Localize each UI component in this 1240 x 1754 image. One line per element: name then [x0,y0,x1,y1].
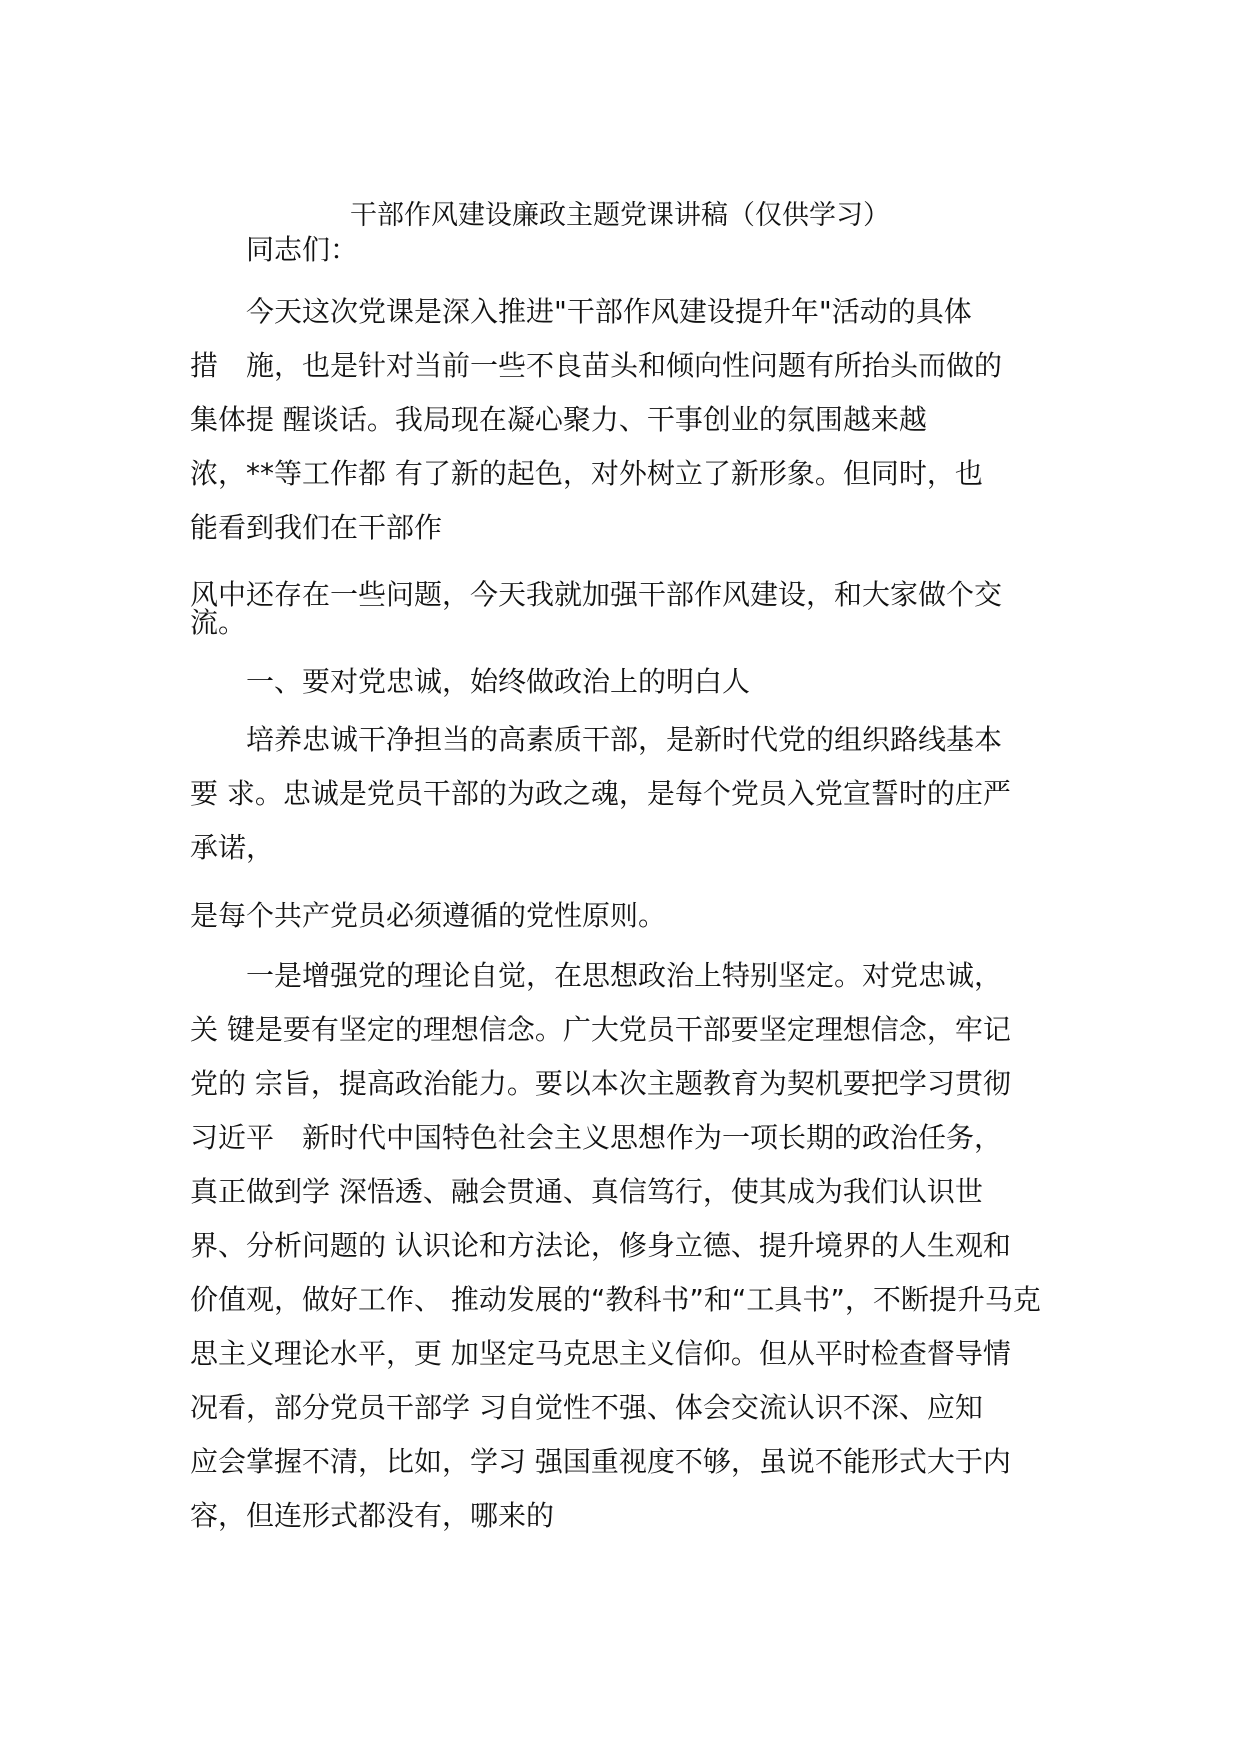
paragraph-line: 今天这次党课是深入推进"干部作风建设提升年"活动的具体 [246,295,972,328]
paragraph-line: 应会掌握不清，比如，学习 强国重视度不够，虽说不能形式大于内 [190,1445,1011,1478]
paragraph-line: 一是增强党的理论自觉，在思想政治上特别坚定。对党忠诚， [246,959,1003,992]
paragraph-line: 容，但连形式都没有，哪来的 [190,1499,555,1532]
paragraph-line: 能看到我们在干部作 [190,511,443,544]
paragraph-line: 风中还存在一些问题，今天我就加强干部作风建设，和大家做个交 [190,578,1003,611]
paragraph-line: 承诺， [190,831,275,864]
paragraph-line: 真正做到学 深悟透、融会贯通、真信笃行，使其成为我们认识世 [190,1175,983,1208]
paragraph-line: 措 施，也是针对当前一些不良苗头和倾向性问题有所抬头而做的 [190,349,1003,382]
document-title: 干部作风建设廉政主题党课讲稿（仅供学习） [350,200,890,231]
paragraph-line: 培养忠诚干净担当的高素质干部，是新时代党的组织路线基本 [246,723,1003,756]
paragraph-line: 况看，部分党员干部学 习自觉性不强、体会交流认识不深、应知 [190,1391,983,1424]
paragraph-line: 要 求。忠诚是党员干部的为政之魂，是每个党员入党宣誓时的庄严 [190,777,1011,810]
paragraph-line: 关 键是要有坚定的理想信念。广大党员干部要坚定理想信念，牢记 [190,1013,1011,1046]
paragraph-line: 习近平 新时代中国特色社会主义思想作为一项长期的政治任务， [190,1121,1003,1154]
paragraph-line: 流。 [190,606,247,639]
paragraph-line: 思主义理论水平，更 加坚定马克思主义信仰。但从平时检查督导情 [190,1337,1011,1370]
paragraph-line: 界、分析问题的 认识论和方法论，修身立德、提升境界的人生观和 [190,1229,1011,1262]
paragraph-line: 党的 宗旨，提高政治能力。要以本次主题教育为契机要把学习贯彻 [190,1067,1011,1100]
paragraph-line: 浓，**等工作都 有了新的起色，对外树立了新形象。但同时，也 [190,457,983,490]
paragraph-line: 集体提 醒谈话。我局现在凝心聚力、干事创业的氛围越来越 [190,403,927,436]
paragraph-line: 是每个共产党员必须遵循的党性原则。 [190,899,667,932]
section-heading: 一、要对党忠诚，始终做政治上的明白人 [246,665,751,698]
salutation: 同志们： [246,233,359,266]
paragraph-line: 价值观，做好工作、 推动发展的“教科书”和“工具书”，不断提升马克 [190,1283,1041,1316]
